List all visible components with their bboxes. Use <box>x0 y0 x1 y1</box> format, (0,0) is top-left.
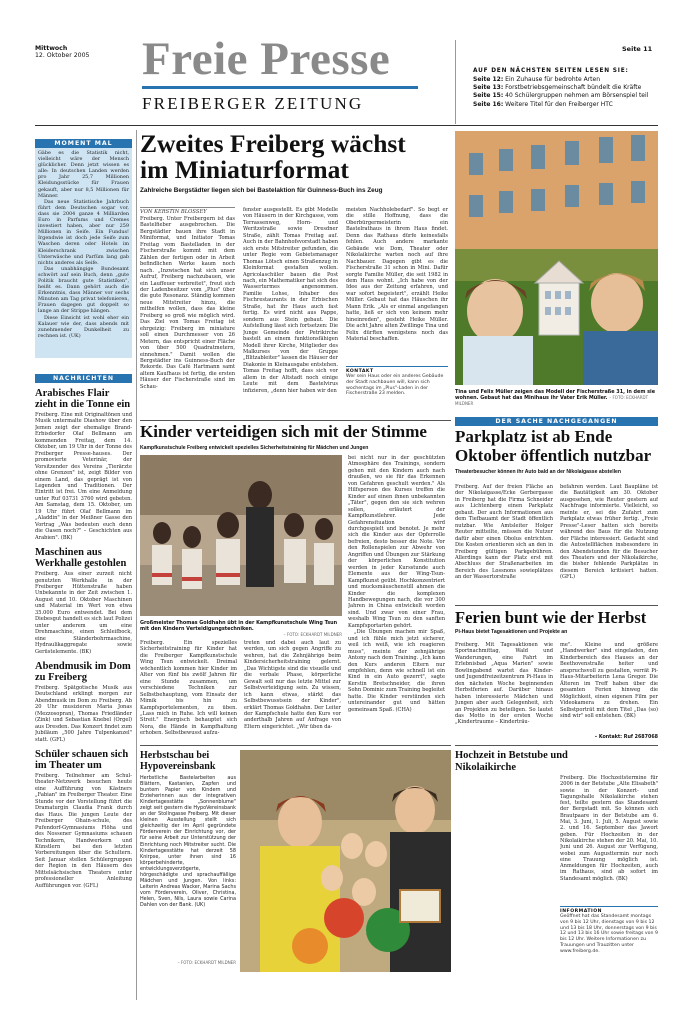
article-paragraph: me". Kleine und größere „Handwerker" sind eingeladen, den Kinderbereich des Hauses an der Beethovenstraße heiter und anspruchsvoll zu gestalten, verrät Pi-Haus-Mitarbeiterin Lena Gregor. Die Älteren im Treff haben über die gesamten Ferien hinweg die Möglichkeit, einen eigenen Film per Videokamera zu drehen. Ein Selbstporträt mit dem Titel „Das (so) sind wir" soll entstehen. (BK) <box>560 642 658 719</box>
next-page-ref: Seite 16: <box>473 100 504 108</box>
next-page-item <box>473 92 658 100</box>
lead-photo <box>455 131 658 385</box>
article-paragraph: Freiberg. Mit Tagesaktionen wie Sportnachmittag, Wald und Wanderungen, eine Fahrt im Erlebnisbad „Aqua Marien" sowie Bowlingabend wartet das Kinder- und Jugendfreizeitzentrum Pi-Haus in den nächsten Woche beginnenden Herbstferien auf. Darüber hinaus haben interessierte Mädchen und Jungen aber auch Gelegenheit, sich an Projekten zu beteiligen. So lautet das Motto in der ersten Woche „Kindertraume – Kinderträu- <box>455 642 553 726</box>
next-pages-list <box>473 76 658 109</box>
article-paragraph: bei nicht nur in der geschützten Atmosphäre des Trainings, sondern gehen mit den Kindern auch nach draußen, wo sie für das Erkennen von Gefahren geschult werden." Als Hilfsperson des Kurses treffen die Kinder auf einen ihnen unbekannten „Täter", gegen den sie sich wehren sollen, erläutert der Kampfkunstlehrer. Jede Gefahrensituation wird durchgespielt und benotet. Je mehr sich die Kinder aus der Opferrolle befreien, desto besser die Note. Vor den Rollenspielen zur Abwehr von Angriffen und Übungen zur Stärkung der körperlichen Konstitution werden in jeder Kursstunde auch Elemente aus der Wing-Tsun-Kampfkunst geübt. Hochkonzentriert und mucksmäuschenstill ahmen die Kinder die komplexen Handbewegungen nach, die vor 300 Jahren in China entwickelt worden sind. Und zwar von einer Frau, weshalb Wing Tsun zu den sanften Kampfsportarten gehört. <box>348 455 445 629</box>
parkplatz-subhead: Theaterbesucher können ihr Auto bald an der Nikolaigasse abstellen <box>455 469 621 475</box>
hochzeit-info <box>560 906 658 955</box>
date-block <box>35 45 89 60</box>
hochzeit-box <box>455 750 658 776</box>
next-page-item <box>473 76 658 84</box>
nachrichten-title: NACHRICHTEN <box>35 374 132 383</box>
herbstschau-headline: Herbstschau bei Hypovereinsbank <box>140 750 216 772</box>
kinder-column-1 <box>140 640 237 742</box>
next-page-text: Ein Zuhause für bedrohte Arten <box>505 76 601 83</box>
hochzeit-text: Freiberg. Die Hochzeitstermine für 2006 in der Betstube „Alte Elisabeth" sowie in der Konzert- und Tagungshalle Nikolaikirche stehen fest, teilte gestern das Standesamt der Bergstadt mit. So können sich Brautpaare in der Betstube am 6. Mai, 3. Juni, 1. Juli, 5. August sowie 2. und 16. September das Jawort geben. Für Hochzeiten in der Nikolaikirche stehen der 20. Mai, 10. Juni und 26. August zur Verfügung, wobei zum Augusttermin nur noch eine Trauung möglich ist. Anmeldungen für Hochzeiten, auch im Rathaus, sind ab sofort im Standesamt möglich. (BK) <box>560 775 658 882</box>
news-headline: Abendmusik im Dom zu Freiberg <box>35 660 131 683</box>
kinder-column-2 <box>244 640 341 742</box>
parkplatz-bottom-rule <box>455 605 658 606</box>
article-paragraph: treten und dabei auch laut zu werden, um sich gegen Angriffe zu wehren, hat die Zehnjährige beim Kindersicherheitstraining gelernt. „Das Wichtigste sind die visuelle und die verbale Phase, körperliche Gewalt soll nur das letzte Mittel zur Selbstverteidigung sein. Zu wissen, ich kann etwas, stärkt das Selbstbewusstsein der Kinder", erklärt Thomas Goldhahn. Der Leiter der Kampfschule hatte den Kurs vor anderthalb Jahren auf Anfrage von Eltern eingerichtet. „Wir üben da- <box>244 640 341 730</box>
news-headline: Maschinen aus Werkhalle gestohlen <box>35 547 127 570</box>
moment-mal-title: MOMENT MAL <box>35 139 132 148</box>
herbstschau-photo <box>240 750 451 972</box>
kinder-column-3 <box>348 455 445 742</box>
page-number: Seite 11 <box>622 45 653 53</box>
kinder-headline: Kinder verteidigen sich mit der Stimme <box>140 422 427 441</box>
kinder-bottom-rule <box>140 745 451 746</box>
parkplatz-kicker: DER SACHE NACHGEGANGEN <box>455 417 658 426</box>
article-paragraph: befahren werden. Laut Baupläne ist die Bautätigkeit am 30. Oktober ausgesehen, wie Reuter gestern auf Nachfrage informierte. Vielleicht, so meinte er, sei die Zufahrt zum Parkplatz etwas früher fertig. „Freie Presse"-Leser hatten sich bereits während des Baus für die Nutzung der Fläche interessiert. Gedacht sind die Autostellflächen insbesondere in den Abendstunden für die Besucher des Theaters und der Nikolaikirche, die bisher fehlende Parkplätze in diesem Bereich kritisiert hatten. (GFL) <box>560 484 658 581</box>
article-paragraph: Freiberg. Unter Freibergern ist das Bastelfieber ausgebrochen. Die Bergstädter bauen ihre Stadt in Miniformat, und Initiator Tomas Freitag vom Bastelladen in der Fischerstraße kommt mit dem Zählen der fertigen oder in Arbeit befindlichen Werke kaum noch nach. „Inzwischen hat sich unser Aufruf, Freiberg nachzubauen, wie ein Lauffeuer verbreitet", freut sich der Ladenbesitzer vom „Plus" über die gute Resonanz. Ständig kommen neue Mitstreiter hinzu, die mithelfen wollen, dass das kleine Freiberg so groß wie möglich wird. Das Ziel von Tomas Freitag ist ehrgeizig: Freiberg im miniature soll einen Durchmesser von 26 Metern, das entspricht einer Fläche von über 500 Quadratmetern, einnehmen." Damit wollen die Bergstädter ins Guinness-Buch der Rekorde. Das Café Hartmann samt altem Kaufhaus ist fertig, die ersten Häuser der Fischerstraße sind im Schau- <box>140 216 235 390</box>
news-headline: Arabisches Flair zieht in die Tonne ein <box>35 388 131 410</box>
masthead-subtitle: FREIBERGER ZEITUNG <box>142 94 364 113</box>
herbstschau-box <box>140 750 236 970</box>
moment-mal-paragraph: Diese Einsicht ist wohl eher ein Kalauer wie der, dass abends mit zunehmender Dunkelheit zu rechnen ist. (UK) <box>38 314 129 339</box>
next-page-text: Forstbetriebsgemeinschaft bündelt die Kräfte <box>505 84 642 92</box>
article-paragraph: fenster ausgestellt. Es gibt Modelle von Häusern in der Kirchgasse, vom Terrassenweg, Horn- und Weritzstraße sowie Dresdner Straße, zählt Tomas Freitag auf. Auch in der Bahnhofsvorstadt haben sich erste Mitstreiter gefunden, die unter Regie vom Gebietsmanager Thomas Lötsch einen Straßenzug in Kleinformat gestalten wollen. Agricolaschüler bauen die Post nach, ein Mathematiker hat sich des Wasserturmes angenommen. Familie Lohse, Inhaber des Fischrestaurants in der Erbischen Straße, hat ihr Haus auch fast fertig. Es wird nicht aus Pappe, sondern aus Stein gebaut. Die Aufstellung lässt sich fortsetzen: Die Junge Gemeinde der Petrikirche bastelt an einem funktionsfähigen Modell ihrer Kirche, Mitglieder des Malkurses von der Gruppe „Blitzableiter" lassen die Häuser der Diakonie in Kleinausgabe entstehen. Tomas Freitag hofft, dass sich vor allem in der Altstadt noch einige Leute mit dem Bastelvirus infizieren, „denn hier haben wir den <box>243 207 338 394</box>
lead-photo-caption-text: Tina und Felix Müller zeigen das Modell der Fischerstraße 31, in dem sie wohnen. Gebaut hat das Minihaus ihr Vater Erik Müller. <box>455 389 656 401</box>
herbstschau-credit: – FOTO: ECKHARDT MILDNER <box>177 960 236 965</box>
article-paragraph: Freiberg. Ein spezielles Sicherheitstraining für Kinder hat die Freiberger Kampfkunstschule Wing Tsun entwickelt. Dreimal wöchentlich kommen hier Kinder im Alter von fünf bis zwölf Jahren für eine Stunde zusammen, um verschiedene Techniken zur Selbstbehauptung, vom Einsatz der Mimik bis hin zu Kampfsportelementen, zu üben. „Lass mich in Ruhe. Ich will keinen Streit." Energisch behauptet sich Nora, die Hände in Kampfhaltung erhoben. Selbstbewusst aufzu- <box>140 640 237 737</box>
kinder-photo-caption <box>140 620 342 637</box>
news-text: Freiberg. Eine mit Originaltönen und Musik untermalte Diashow über den Jemen zeigt der ehemalige Brand-Erbisdorfer Olaf Bellmann am kommenden Freitag, dem 14. Oktober, um 19 Uhr in der Tonne des Freiberger Presse-hauses. Der promovierte Veterinär, der Vorsitzender des Vereins „Tierärzte ohne Grenzen" ist, zeigt Bilder von einem Land, das geprägt ist von Legenden und Traditionen. Der Eintritt ist frei. Um eine Anmeldung unter Ruf 03731 3760 wird gebeten. Am Samstag, dem 15. Oktober, um 19 Uhr führt Olaf Bellmann im „Aladdin" in der Meißner Gasse den Vortrag „Was bedeuten euch denn die Oasen noch?" – Geschichten aus Arabien". (BK) <box>35 412 132 541</box>
ferien-column-1 <box>455 642 553 742</box>
moment-mal-paragraph: Gäbe es die Statistik nicht, vielleicht wäre der Mensch glücklicher. Denn jetzt wissen es alle: In deutschen Landen werden pro Jahr 25,7 Millionen Kleidungsstücke für Frauen gekauft, aber nur 8,5 Millionen für Männer. <box>38 150 129 199</box>
moment-mal-box <box>35 140 132 358</box>
lead-byline: VON KERSTIN BLOSSEY <box>140 207 235 215</box>
next-pages-title: AUF DEN NÄCHSTEN SEITEN LESEN SIE: <box>473 68 629 74</box>
date-day: Mittwoch <box>35 45 68 52</box>
moment-mal-paragraph: Das neue Statistische Jahrbuch führt dem Deutschen sogar vor, dass sie 2004 ganze 4 Milliarden Euro in Parfums und Cremes investiert haben, aber nur 259 Millionen in Seife. Ein Fundus! Irgendwie ist doch jede Seife zum Waschen deren oder Hotels im Kleiderschrank zwischen Unterwäsche und Parfüm lang gab nichts anderes als Seife. <box>38 198 129 266</box>
parkplatz-column-1 <box>455 484 553 604</box>
news-item <box>35 749 132 889</box>
kinder-photo-credit: – FOTO: ECKHARDT MILDNER <box>283 632 342 637</box>
ferien-headline: Ferien bunt wie der Herbst <box>455 608 647 627</box>
hochzeit-info-text: Geöffnet hat das Standesamt montags von 9 bis 12 Uhr, dienstags von 9 bis 12 und 13 bis 18 Uhr, donnerstags von 9 bis 12 und 13 bis 16 Uhr sowie freitags von 9 bis 12 Uhr. Weitere Informationen zu Trauungen und Trauzitten unter www.freiberg.de. <box>560 914 658 954</box>
masthead-rule <box>142 86 418 89</box>
article-paragraph: Freiberg. Auf der freien Fläche an der Nikolaigasse/Ecke Gerbergasse in Freiberg hat die Firma Schneider aus Lichtenberg einen Parkplatz gebaut. Der auch Informationen aus dem Tiefbauamt der Stadt öffentlich nutzbar. Wie Amtsleiter Holger Reuter mitteilte, müssen die Nutzer dafür aber einen Obolus entrichten. Die Kosten orientieren sich an den in Freiberg gültigen Parkgebühren. Allerdings kann der Platz erst mit Abschluss der Straßenarbeiten im Bereich des Lossnons sowieplätzes an der Wassertorstraße <box>455 484 553 581</box>
parkplatz-column-2 <box>560 484 658 604</box>
moment-mal-text <box>38 150 129 361</box>
masthead: Freie Presse <box>142 33 391 85</box>
ferien-contact: – Kontakt: Ruf 2687068 <box>594 735 658 740</box>
header-rule <box>35 125 658 126</box>
ferien-bottom-rule <box>455 745 658 746</box>
news-item <box>35 547 132 655</box>
news-item <box>35 388 132 541</box>
news-text: Freiberg. Spätgotische Musik aus Deutschland erklingt morgen zur Abendmusik im Dom zu Freiberg. Ab 20 Uhr musizieren Maria Jonas (Mezzosopran), Thomas Friedländer (Zink) und Sebastian Knebel (Orgel) aus Dresden. Das Konzert findet zum Jubiläum „500 Jahre Tulpenkanzel" statt. (GFL) <box>35 684 132 743</box>
parkplatz-headline: Parkplatz ist ab Ende Oktober öffentlich nutzbar <box>455 427 652 465</box>
next-page-ref: Seite 13: <box>473 84 504 92</box>
hochzeit-info-label: INFORMATION <box>560 909 602 914</box>
next-page-text: 40 Schülergruppen nehmen am Börsenspiel teil <box>505 92 649 100</box>
lead-info-text: Wer sein Haus oder ein anderes Gebäude der Stadt nachbauen will, kann sich wochentags im „Plus"-Laden in der Fischerstraße 23 melden. <box>346 374 444 397</box>
herbstschau-photo-image <box>240 750 451 972</box>
next-page-ref: Seite 12: <box>473 76 504 83</box>
next-page-item <box>473 84 658 92</box>
lead-info-label: KONTAKT <box>346 369 374 374</box>
news-headline: Schüler schauen sich im Theater um <box>35 749 129 772</box>
kinder-photo-image <box>140 455 342 616</box>
news-item <box>35 661 132 743</box>
hochzeit-headline: Hochzeit in Betstube und Nikolaikirche <box>455 750 568 773</box>
kinder-photo-caption-text: Großmeister Thomas Goldhahn übt in der Kampfkunstschule Wing Tsun mit den Kindern Verteidigungstechniken. <box>140 620 338 632</box>
next-page-ref: Seite 15: <box>473 92 504 100</box>
ferien-column-2 <box>560 642 658 734</box>
nachrichten-list <box>35 388 132 988</box>
lead-photo-credit: – FOTO: ECKHARDT MILDNER <box>455 395 649 406</box>
kinder-photo <box>140 455 342 616</box>
lead-headline: Zweites Freiberg wächst im Miniaturformat <box>140 129 406 184</box>
lead-column-3 <box>346 207 448 357</box>
lead-subhead: Zahlreiche Bergstädter liegen sich bei Bastelaktion für Guinness-Buch ins Zeug <box>140 187 383 194</box>
date: 12. Oktober 2005 <box>35 52 90 60</box>
article-paragraph: meisten Nachholebedarf". So begt er die stille Hoffnung, dass die Oberbürgermeisterin ein Bastelrathaus in ihrem Haus findet. Denn das Rathaus dürfe keinesfalls fehlen. Auch andere markante Gebäude wie Dom, Theater oder Nikolaikirche warten noch auf ihre Nachbauer. Dagegen gibt es die Fischerstraße 31 schon in Mini. Dafür sorgte Familie Müller, die seit 1982 in dem Haus wohnt. „Ich habe von der Idee aus der Zeitung erfahren, und war sofort begeistert", erzählt Heike Müller. Gebaut hat das Häuschen ihr Mann Erik. „Als er einmal angefangen hatte, ließ er sich von keinem mehr hineinreden", gesteht Heike Müller. Die acht Jahre alten Zwillinge Tina und Felix dürften wenigstens noch das Material beschaffen. <box>346 207 448 343</box>
lead-info-box <box>346 366 448 397</box>
moment-mal-paragraph: Das unabhängige Bundesamt schwört auf sein Buch, denn „gute Politik braucht gute Statistiken", heißt es. Dann gehört auch die Erkenntnis, dass Männer vor sechs Minuten am Tag privat telefonieren, Frauen dagegen gut doppelt so lange an der Strippe hängen. <box>38 265 129 315</box>
header-vrule <box>455 40 456 124</box>
lead-column-1 <box>140 216 235 416</box>
news-text: Freiberg. Aus einer zurzeit nicht genutzten Werkhalle in der Freiberger Hüttenstraße haben Unbekannte in der Zeit zwischen 1. August und 10. Oktober Maschinen und Material im Wert von etwa 35.000 Euro entwendet. Bei dem Diebesgut handelt es sich laut Polizei unter anderem um eine Drehmaschine, einen Schleifbock, eine Ständerbohrmaschine, Hydraulikaggregate sowie Gerüstelemente. (BK) <box>35 571 132 655</box>
next-page-text: Weitere Titel für den Freiberger HTC <box>505 100 613 108</box>
lead-photo-image <box>455 131 658 385</box>
sidebar-vrule <box>136 130 137 1000</box>
next-page-item <box>473 101 658 109</box>
ferien-subhead: Pi-Haus bietet Tagesaktionen und Projekte an <box>455 629 568 635</box>
herbstschau-text: Herbstliche Bastelarbeiten aus Blättern, Kastanien, Zapfen und buntem Papier von Kindern und Erzieherinnen aus der integrativen Kindertagesstätte „Sonnenblume" zeigt seit gestern die HypoVereinsbank an der Stollngasse Freiberg. Mit dieser kleinen Ausstellung stellt sich gleichzeitig der im April gegründete Förderverein der Einrichtung vor, der für seine Arbeit zur Unterstützung der Einrichtung noch Mitstreiter sucht. Die Kindertagesstätte hat derzeit 58 Knirpse, unter ihnen sind 16 körperbehinderte, entwicklungsverzögerte, hörgeschädigte und sprachauffällige Mädchen und Jungen. Von links: Leiterin Andreas Wacker, Marina Sachs vom Förderverein, Oliver, Christina, Helen, Sven, Nils, Laura sowie Carina Dahlen von der Bank. (UK) <box>140 775 236 908</box>
lead-photo-caption <box>455 389 658 407</box>
next-pages-box <box>473 68 658 109</box>
news-text: Freiberg. Teilnehmer am Schul-theater-Netzwerk besuchen heute eine Aufführung von Kästners „Fabian" im Freiberger Theater. Eine Stunde vor der Vorstellung führt die Dramaturgin Claudia Frank durch das Haus. Die jungen Leute der Freiberger Ohain-schule, des Pufendorf-Gymnasiums Flöha und des Nossener Gymnasiums schauen Technikern, Handwerkern und Künstlern bei den letzten Vorbereitungen über die Schultern. Seit Januar stellen Schülergruppen der Region in den Häusern des Mittelsächsischen Theaters unter professioneller Anleitung Aufführungen vor. (GFL) <box>35 773 132 889</box>
lead-bottom-rule <box>140 420 451 421</box>
article-paragraph: „Die Übungen machen mir Spaß, und ich fühle mich jetzt sicherer, weil ich weiß, wie ich reagieren muss", meinte der zehnjährige Antony nach dem Training. „Ich kann den Kurs anderen Eltern nur empfehlen, denn wie schnell ist ein Kind in ein Auto gezerrt", sagte Kerstin Bretschneider, die ihren Sohn Dominic zum Training begleitet hatte. Die Kinder verstünden sich untereinander gut und hätten gemeinsam Spaß. (CHA) <box>348 629 445 713</box>
lead-column-2 <box>243 207 338 416</box>
kinder-subhead: Kampfkunstschule Freiberg entwickelt spezielles Sicherheitstraining für Mädchen und Jungen <box>140 445 369 451</box>
